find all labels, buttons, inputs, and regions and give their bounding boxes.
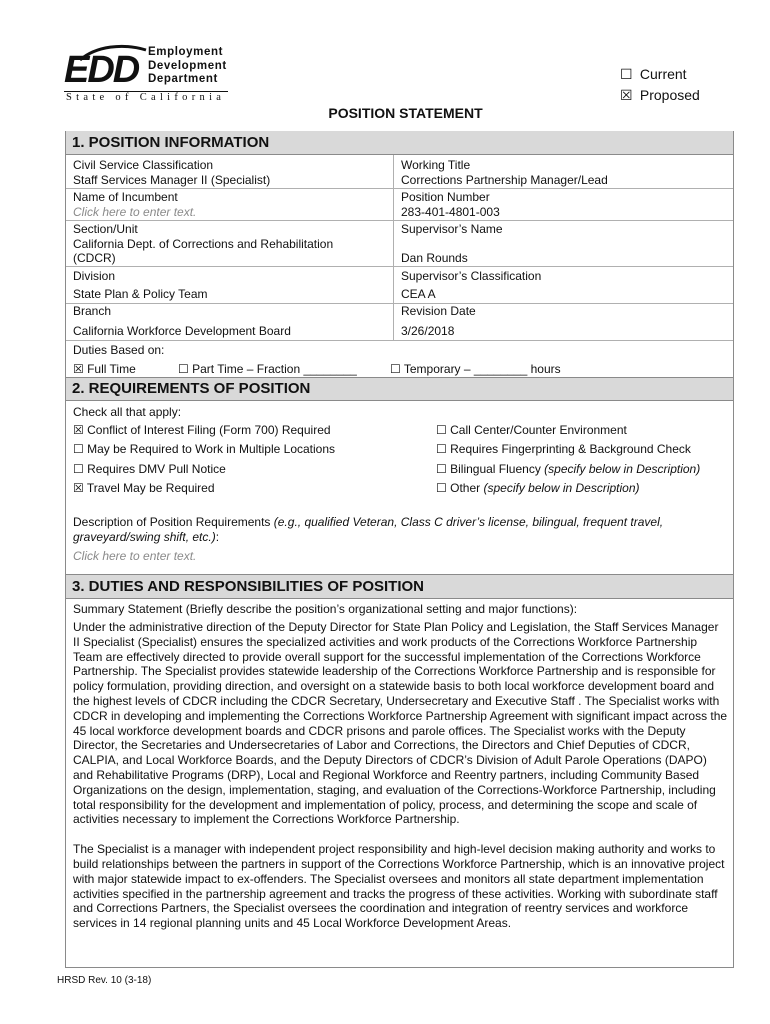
req-label: Conflict of Interest Filing (Form 700) Required (87, 423, 331, 437)
page-title-wrapper (0, 105, 770, 121)
requirements-description (73, 515, 728, 545)
field-label: Working Title (401, 158, 471, 172)
row-divider (66, 188, 733, 189)
checkbox-current[interactable]: ☐ (620, 66, 633, 82)
status-current[interactable] (620, 64, 700, 85)
field-label: Supervisor’s Classification (401, 269, 542, 283)
requirements-description-input[interactable]: Click here to enter text. (73, 549, 197, 563)
row-divider (66, 266, 733, 267)
checkbox[interactable]: ☐ (436, 462, 447, 476)
logo-edd-text: EDD (64, 49, 139, 91)
status-proposed[interactable] (620, 85, 700, 106)
req-label: Requires DMV Pull Notice (87, 462, 226, 476)
field-label: Name of Incumbent (73, 190, 178, 204)
logo-dept-line: Development (148, 59, 227, 72)
field-value[interactable]: Dan Rounds (401, 251, 468, 265)
summary-paragraph-1: Under the administrative direction of the Deputy Director for State Plan Policy and Legislation, the Staff Services Manager II Specialist (Specialist) ensures the specialized activities and work products of the Corrections Workforce Partnership Team are effectively directed to provide overall support for the successful implementation of the Corrections Workforce Partnership. The Specialist provides statewide leadership of the Corrections Workforce Partnership and is responsible for policy formulation, providing direction, and oversight on a statewide basis to both local workforce development board and the highest levels of CDCR including the CDCR Secretary, Undersecretary and Executive Staff . The Specialist works with CDCR in developing and implementing the Corrections Workforce Partnership Agreement with significant impact across the 45 local workforce development boards and CDCR prisons and parole offices. The Specialist works with the Deputy Director, the Secretaries and Undersecretaries of Labor and Corrections, the Directors and Chief Deputies of CDCR, CALPIA, and Local Workforce Boards, and the Deputy Directors of CDCR’s Division of Adult Parole Operations (DAPO) and Rehabilitative Programs (DRP), Local and Regional Workforce and Reentry partners, including Community Based Organizations on the design, implementation, staging, and evaluation of the Corrections-Workforce Partnership, including total responsibility for the development and implementation of policy, process, and determining the scope and scale of activities necessary to implement the Corrections Workforce Partnership. (73, 620, 728, 827)
field-label: Revision Date (401, 304, 476, 318)
field-section-unit (66, 222, 393, 266)
edd-logo (64, 44, 230, 106)
req-fingerprinting[interactable] (436, 442, 691, 457)
duties-based-on-label: Duties Based on: (73, 343, 165, 357)
req-label: Bilingual Fluency (450, 462, 545, 476)
description-colon: : (215, 529, 220, 544)
field-label: Supervisor’s Name (401, 222, 503, 236)
checkbox[interactable]: ☒ (73, 423, 84, 437)
summary-statement-body[interactable] (73, 620, 728, 931)
logo-department-name (148, 46, 227, 87)
field-value[interactable]: CEA A (401, 286, 436, 301)
field-revision-date (394, 304, 733, 338)
field-label: Branch (73, 304, 112, 318)
checkbox[interactable]: ☐ (73, 442, 84, 456)
req-bilingual[interactable] (436, 462, 700, 477)
field-value[interactable]: Staff Services Manager II (Specialist) (73, 172, 271, 187)
checkbox[interactable]: ☐ (436, 423, 447, 437)
field-working-title (394, 158, 733, 187)
field-value[interactable]: 3/26/2018 (401, 323, 455, 338)
field-label: Section/Unit (73, 222, 138, 236)
field-position-number (394, 190, 733, 219)
description-example: (e.g., qualified Veteran, Class C driver’s license, bilingual, frequent travel, graveyard/swing shift, etc.) (73, 515, 664, 544)
duties-part-time[interactable]: ☐ Part Time – Fraction ________ (178, 362, 357, 376)
logo-state-line: State of California (66, 92, 226, 103)
checkbox[interactable]: ☐ (73, 462, 84, 476)
logo-dept-line: Employment (148, 46, 224, 58)
logo-dept-line: Department (148, 73, 218, 85)
req-label: May be Required to Work in Multiple Locations (87, 442, 336, 456)
req-label: Call Center/Counter Environment (450, 423, 627, 437)
status-current-label: Current (639, 66, 687, 82)
field-supervisors-name (394, 222, 733, 266)
section-3-heading: 3. DUTIES AND RESPONSIBILITIES OF POSITION (66, 574, 733, 599)
field-value[interactable]: California Workforce Development Board (73, 323, 291, 338)
field-value[interactable]: 283-401-4801-003 (401, 204, 500, 219)
description-label: Description of Position Requirements (73, 515, 274, 529)
section-1-heading: 1. POSITION INFORMATION (66, 131, 733, 155)
field-civil-service-classification (66, 158, 393, 187)
position-form (65, 131, 734, 968)
checkbox-proposed[interactable]: ☒ (620, 87, 633, 103)
req-note: (specify below in Description) (544, 462, 701, 476)
field-value[interactable]: State Plan & Policy Team (73, 286, 208, 301)
status-proposed-label: Proposed (639, 87, 700, 103)
row-divider (66, 340, 733, 341)
req-travel[interactable] (73, 481, 215, 496)
req-label: Travel May be Required (86, 481, 215, 495)
incumbent-input[interactable]: Click here to enter text. (73, 204, 197, 219)
req-other[interactable] (436, 481, 640, 496)
req-conflict-of-interest[interactable] (73, 423, 331, 438)
req-label: Requires Fingerprinting & Background Check (450, 442, 691, 456)
checkbox[interactable]: ☐ (436, 442, 447, 456)
checkbox[interactable]: ☐ (436, 481, 447, 495)
field-label: Division (73, 269, 116, 283)
status-checkboxes (620, 64, 700, 106)
field-label: Position Number (401, 190, 490, 204)
field-value[interactable]: California Dept. of Corrections and Rehabilitation (CDCR) (73, 236, 334, 265)
checkbox[interactable]: ☒ (73, 481, 84, 495)
field-label: Civil Service Classification (73, 158, 214, 172)
form-revision-footer: HRSD Rev. 10 (3-18) (57, 975, 152, 986)
field-branch (66, 304, 393, 338)
field-division (66, 269, 393, 301)
field-supervisors-classification (394, 269, 733, 301)
summary-statement-label: Summary Statement (Briefly describe the position’s organizational setting and major functions): (73, 602, 578, 616)
field-name-of-incumbent (66, 190, 393, 219)
req-dmv-pull-notice[interactable] (73, 462, 226, 477)
duties-temporary[interactable]: ☐ Temporary – ________ hours (390, 362, 561, 376)
field-value[interactable]: Corrections Partnership Manager/Lead (401, 172, 608, 187)
summary-paragraph-2: The Specialist is a manager with independent project responsibility and high-level decision making authority and works to build relationships between the partners in support of the Corrections Workforce Partnership, which is an innovative project with major statewide impact to ex-offenders. The Specialist oversees and monitors all state department implementation activities specified in the partnership agreement and tracks the progress of these activities. Working with subordinate staff and Corrections Partners, the Specialist oversees the coordination and integration of reentry services and workforce services in 14 regional planning units and 45 Local Workforce Development Areas. (73, 842, 725, 931)
duties-full-time[interactable]: ☒ Full Time (73, 362, 136, 376)
row-divider (66, 220, 733, 221)
req-note: (specify below in Description) (483, 481, 640, 495)
req-multiple-locations[interactable] (73, 442, 335, 457)
req-call-center[interactable] (436, 423, 627, 438)
section-2-heading: 2. REQUIREMENTS OF POSITION (66, 377, 733, 401)
req-label: Other (450, 481, 484, 495)
page-title: POSITION STATEMENT (328, 105, 483, 121)
check-all-label: Check all that apply: (73, 405, 182, 419)
